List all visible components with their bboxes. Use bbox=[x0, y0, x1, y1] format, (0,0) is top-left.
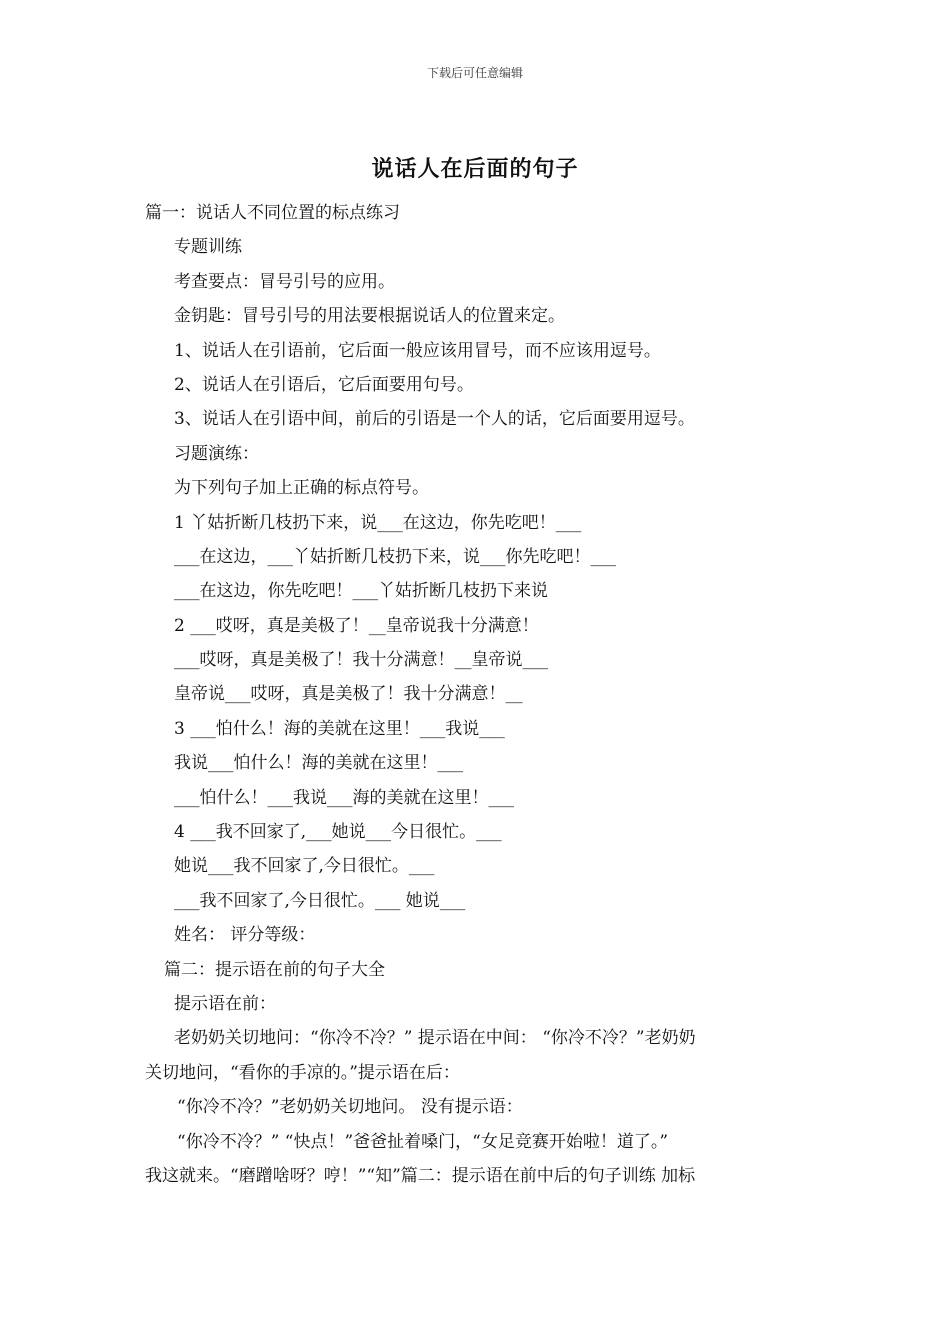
document-body bbox=[145, 196, 817, 1193]
paragraph-line: 老奶奶关切地问：“你冷不冷？” 提示语在中间： “你冷不冷？”老奶奶 bbox=[174, 1028, 696, 1049]
paragraph-line: 考查要点：冒号引号的应用。 bbox=[174, 271, 395, 292]
paragraph-line: “你冷不冷？” “快点！”爸爸扯着嗓门，“女足竞赛开始啦！道了。” bbox=[177, 1131, 669, 1152]
exercise-line: ___哎呀，真是美极了！我十分满意！__皇帝说___ bbox=[174, 650, 548, 671]
paragraph-line: 关切地问，“看你的手凉的。”提示语在后： bbox=[145, 1062, 460, 1083]
paragraph-line: 为下列句子加上正确的标点符号。 bbox=[174, 478, 429, 499]
paragraph-line: 3、说话人在引语中间，前后的引语是一个人的话，它后面要用逗号。 bbox=[174, 409, 695, 430]
exercise-line: 4 ___我不回家了,___她说___今日很忙。___ bbox=[174, 822, 502, 843]
paragraph-line: 习题演练： bbox=[174, 443, 259, 464]
exercise-line: ___在这边，你先吃吧！___丫姑折断几枝扔下来说 bbox=[174, 581, 548, 602]
exercise-line: 我说___怕什么！海的美就在这里！___ bbox=[174, 753, 463, 774]
paragraph-line: “你冷不冷？”老奶奶关切地问。 没有提示语： bbox=[177, 1097, 523, 1118]
exercise-line: ___我不回家了,今日很忙。___ 她说___ bbox=[174, 890, 466, 911]
paragraph-line: 2、说话人在引语后，它后面要用句号。 bbox=[174, 374, 474, 395]
exercise-line: 2 ___哎呀，真是美极了！__皇帝说我十分满意！ bbox=[174, 615, 539, 636]
paragraph-line: 姓名： 评分等级： bbox=[174, 925, 316, 946]
section-heading: 篇二：提示语在前的句子大全 bbox=[164, 959, 385, 980]
paragraph-line: 专题训练 bbox=[174, 237, 242, 258]
paragraph-line: 金钥匙：冒号引号的用法要根据说话人的位置来定。 bbox=[174, 306, 565, 327]
exercise-line: 她说___我不回家了,今日很忙。___ bbox=[174, 856, 435, 877]
section-heading: 篇一：说话人不同位置的标点练习 bbox=[145, 203, 400, 223]
exercise-line: ___怕什么！___我说___海的美就在这里！___ bbox=[174, 787, 514, 808]
paragraph-line: 1、说话人在引语前，它后面一般应该用冒号，而不应该用逗号。 bbox=[174, 340, 661, 361]
paragraph-line: 我这就来。“磨蹭啥呀？哼！”“知”篇二：提示语在前中后的句子训练 加标 bbox=[145, 1165, 696, 1186]
paragraph-line: 提示语在前： bbox=[174, 993, 276, 1014]
document-title: 说话人在后面的句子 bbox=[371, 156, 579, 182]
exercise-line: 1 丫姑折断几枝扔下来，说___在这边，你先吃吧！___ bbox=[174, 512, 582, 533]
exercise-line: ___在这边，___丫姑折断几枝扔下来，说___你先吃吧！___ bbox=[174, 546, 616, 567]
exercise-line: 3 ___怕什么！海的美就在这里！___我说___ bbox=[174, 718, 505, 739]
page-header: 下载后可任意编辑 bbox=[426, 66, 523, 80]
exercise-line: 皇帝说___哎呀，真是美极了！我十分满意！__ bbox=[174, 684, 523, 705]
